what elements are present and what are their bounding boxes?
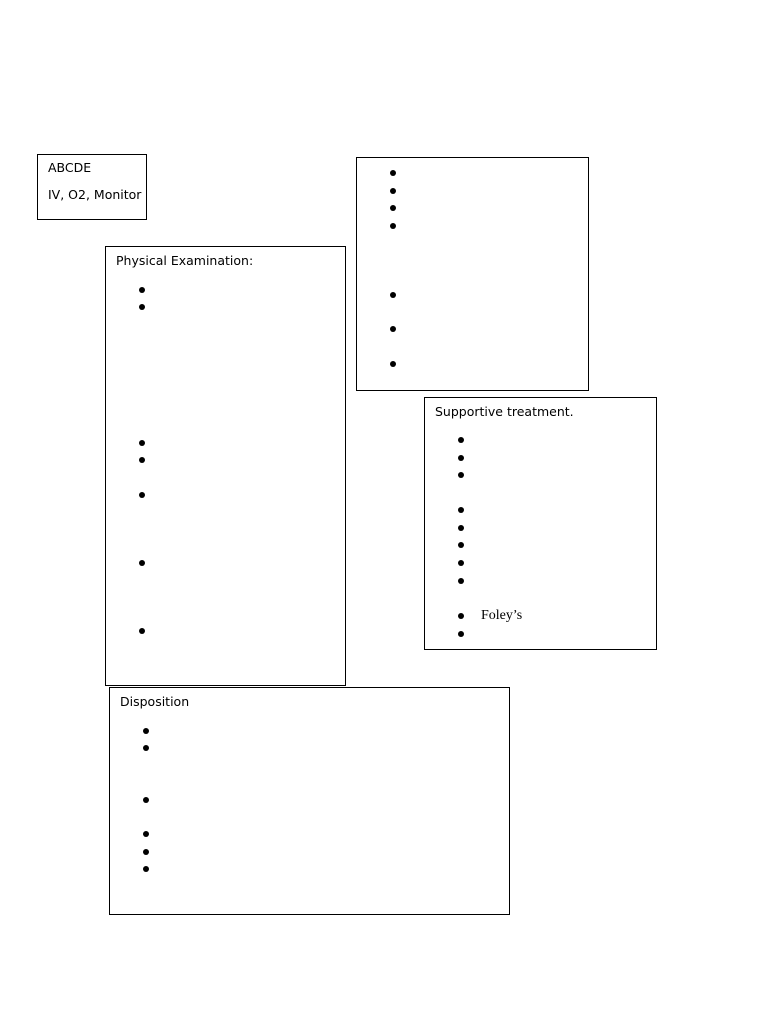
bullet-point [139,492,145,498]
bullet-point [458,613,464,619]
bullet-point [143,745,149,751]
bullet-point [458,437,464,443]
bullet-point [139,628,145,634]
bullet-point [390,292,396,298]
bullet-point [139,440,145,446]
bullet-point [390,361,396,367]
supportive-treatment-box [424,397,657,650]
bullet-point [139,560,145,566]
bullet-point [458,507,464,513]
bullet-point [139,287,145,293]
bullet-point [390,205,396,211]
supportive-treatment-title: Supportive treatment. [435,404,574,419]
bullet-point [139,457,145,463]
bullet-point [390,326,396,332]
bullet-point [458,631,464,637]
physical-examination-title: Physical Examination: [116,253,254,268]
bullet-point [390,170,396,176]
bullet-point [458,542,464,548]
disposition-title: Disposition [120,694,190,709]
bullet-point [458,472,464,478]
bullet-point [458,525,464,531]
abcde-heading: ABCDE [48,160,92,175]
bullet-point [458,455,464,461]
top-right-bullet-box [356,157,589,391]
physical-examination-box [105,246,346,686]
bullet-point [139,304,145,310]
iv-o2-monitor-text: IV, O2, Monitor [48,187,142,202]
bullet-point [143,866,149,872]
bullet-point [458,560,464,566]
abcde-box [37,154,147,220]
bullet-point [458,578,464,584]
bullet-point [390,188,396,194]
bullet-point [143,797,149,803]
bullet-point [143,831,149,837]
bullet-point [143,728,149,734]
bullet-point [390,223,396,229]
foleys-item-text: Foley’s [481,608,523,623]
disposition-box [109,687,510,915]
bullet-point [143,849,149,855]
